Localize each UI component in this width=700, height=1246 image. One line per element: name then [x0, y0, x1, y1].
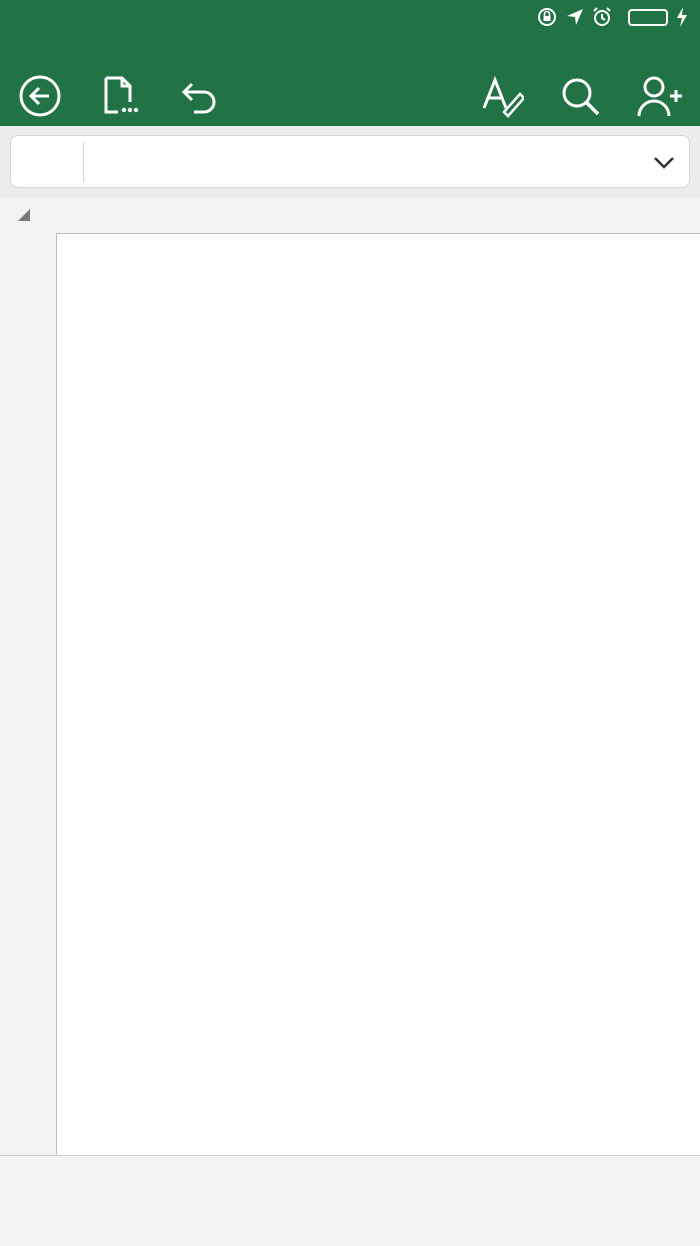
- row-headers: [0, 233, 57, 1155]
- file-icon: [100, 74, 140, 118]
- back-button[interactable]: [16, 72, 64, 120]
- format-icon: [480, 74, 524, 118]
- undo-button[interactable]: [176, 72, 224, 120]
- share-icon: [636, 74, 684, 118]
- search-button[interactable]: [556, 72, 604, 120]
- status-bar: [0, 0, 700, 38]
- file-button[interactable]: [96, 72, 144, 120]
- location-icon: [566, 8, 584, 26]
- column-headers: [0, 198, 700, 234]
- sheet-tabs: [0, 1155, 700, 1246]
- chevron-down-icon[interactable]: [651, 149, 677, 175]
- alarm-icon: [592, 7, 612, 27]
- battery-icon: [628, 9, 668, 26]
- undo-icon: [180, 76, 220, 116]
- select-all-icon[interactable]: [18, 209, 30, 221]
- formula-divider: [83, 142, 84, 182]
- rotation-lock-icon: [536, 6, 558, 28]
- search-icon: [559, 75, 601, 117]
- status-icons: [536, 6, 688, 28]
- charging-icon: [676, 7, 688, 27]
- carrier-label: [12, 7, 24, 31]
- spreadsheet-grid[interactable]: [0, 233, 700, 1155]
- formula-bar: [0, 126, 700, 198]
- format-button[interactable]: [478, 72, 526, 120]
- formula-input[interactable]: [10, 135, 690, 188]
- app-header: [0, 0, 700, 126]
- share-button[interactable]: [636, 72, 684, 120]
- back-icon: [18, 74, 62, 118]
